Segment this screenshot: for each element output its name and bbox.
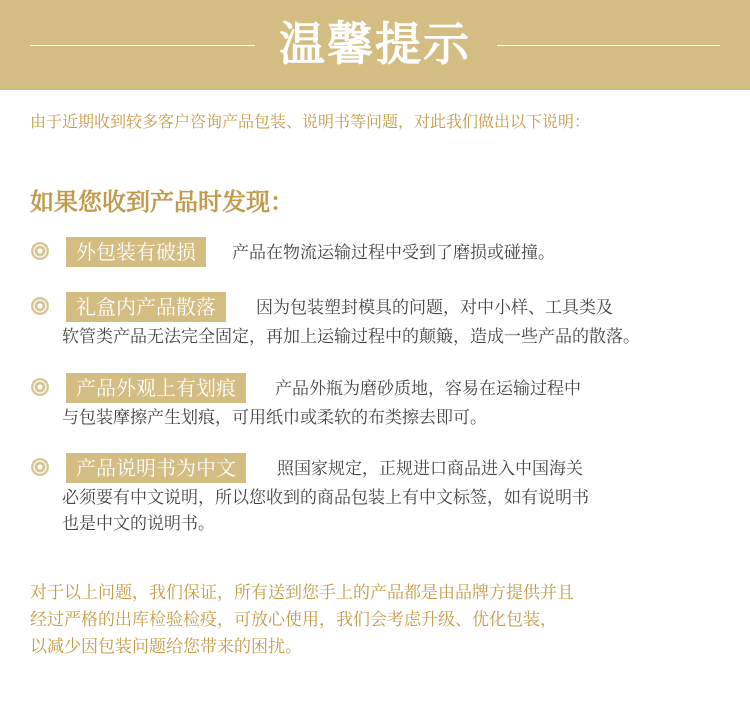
ornament-medal-icon xyxy=(30,241,50,261)
closing-line: 经过严格的出库检验检疫，可放心使用，我们会考虑升级、优化包装， xyxy=(30,610,557,630)
section-heading: 如果您收到产品时发现： xyxy=(30,187,294,216)
ornament-medal-icon xyxy=(30,377,50,397)
ornament-medal-icon xyxy=(30,457,50,477)
header-divider-right xyxy=(497,45,720,46)
item-description-line: 产品外瓶为磨砂质地，容易在运输过程中 xyxy=(275,379,581,399)
header-banner xyxy=(0,0,750,90)
ornament-medal-icon xyxy=(30,296,50,316)
closing-line: 对于以上问题，我们保证，所有送到您手上的产品都是由品牌方提供并且 xyxy=(30,583,574,603)
item-description-line: 必须要有中文说明，所以您收到的商品包装上有中文标签，如有说明书 xyxy=(62,488,589,508)
item-description-line: 软管类产品无法完全固定，再加上运输过程中的颠簸，造成一些产品的散落。 xyxy=(62,327,640,347)
item-tag: 外包装有破损 xyxy=(66,237,206,267)
item-tag: 礼盒内产品散落 xyxy=(66,292,226,322)
item-description-line: 因为包装塑封模具的问题，对中小样、工具类及 xyxy=(256,298,613,318)
item-description-line: 产品在物流运输过程中受到了磨损或碰撞。 xyxy=(232,243,555,263)
item-tag: 产品说明书为中文 xyxy=(66,453,246,483)
item-description-line: 照国家规定，正规进口商品进入中国海关 xyxy=(277,459,583,479)
closing-line: 以减少因包装问题给您带来的困扰。 xyxy=(30,637,302,657)
item-description-line: 也是中文的说明书。 xyxy=(62,514,215,534)
page-title: 温馨提示 xyxy=(279,17,471,71)
closing-statement xyxy=(30,580,730,661)
item-description-line: 与包装摩擦产生划痕，可用纸巾或柔软的布类擦去即可。 xyxy=(62,408,487,428)
intro-text: 由于近期收到较多客户咨询产品包装、说明书等问题，对此我们做出以下说明： xyxy=(30,112,591,131)
item-tag: 产品外观上有划痕 xyxy=(66,373,246,403)
